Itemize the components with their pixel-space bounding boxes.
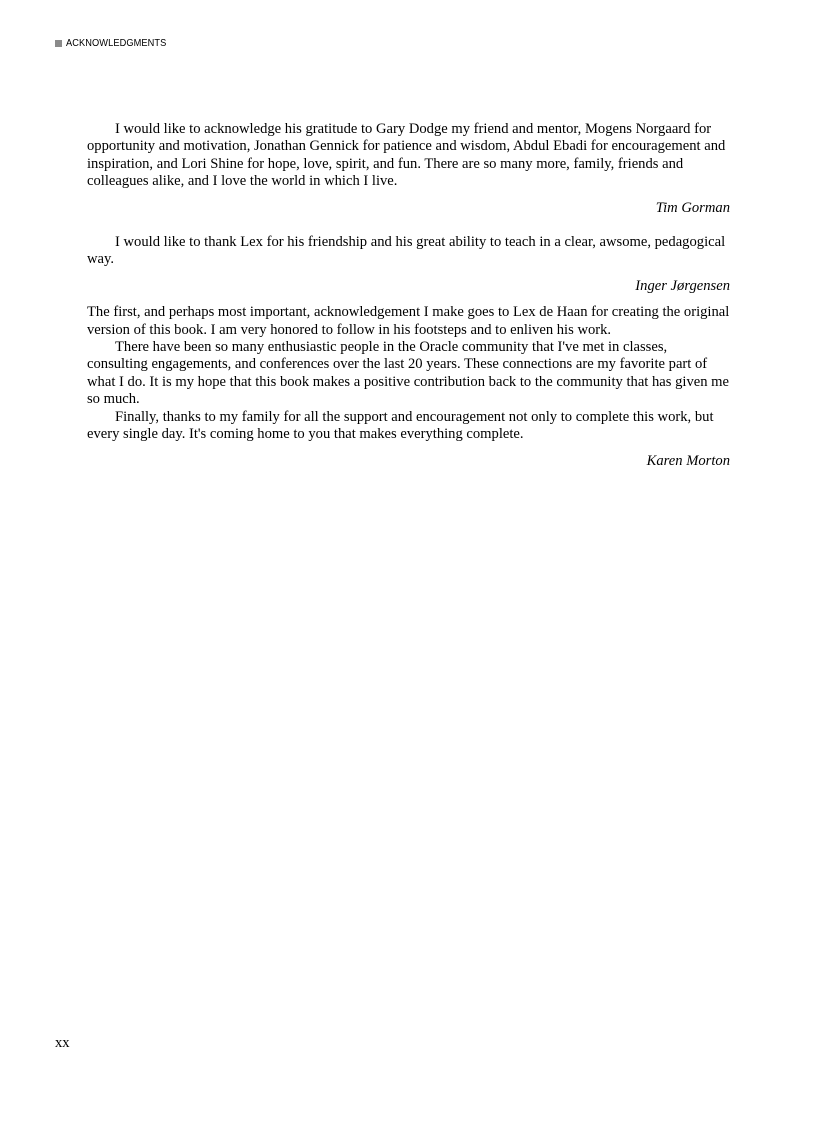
ack-3-paragraph-1: The first, and perhaps most important, acknowledgement I make goes to Lex de Haan for creating the original version of this book. I am very honored to follow in his footsteps and to enliven his work.: [87, 304, 730, 338]
ack-3-paragraph-3: Finally, thanks to my family for all the support and encouragement not only to complete this work, but every single day. It's coming home to you that makes everything complete.: [87, 408, 714, 443]
acknowledgments-body: [87, 121, 730, 470]
header-square-icon: [55, 40, 62, 47]
ack-3-signature: Karen Morton: [646, 452, 730, 469]
ack-2-signature: Inger Jørgensen: [635, 277, 730, 294]
ack-1-paragraph: I would like to acknowledge his gratitude to Gary Dodge my friend and mentor, Mogens Norgaard for opportunity and motivation, Jonathan Gennick for patience and wisdom, Abdul Ebadi for encouragement and inspiration, and Lori Shine for hope, love, spirit, and fun. There are so many more, family, friends and colleagues alike, and I love the world in which I live.: [87, 121, 726, 190]
ack-2-paragraph: I would like to thank Lex for his friendship and his great ability to teach in a clear, awsome, pedagogical way.: [87, 234, 726, 268]
ack-1-signature: Tim Gorman: [655, 199, 730, 216]
section-title: ACKNOWLEDGMENTS: [66, 37, 167, 49]
running-header: [55, 37, 180, 49]
page-number: xx: [55, 1035, 70, 1051]
ack-3-paragraph-2: There have been so many enthusiastic people in the Oracle community that I've met in classes, consulting engagements, and conferences over the last 20 years. These connections are my favorite part of what I do. It is my hope that this book makes a positive contribution back to the community that has given me so much.: [87, 339, 730, 408]
